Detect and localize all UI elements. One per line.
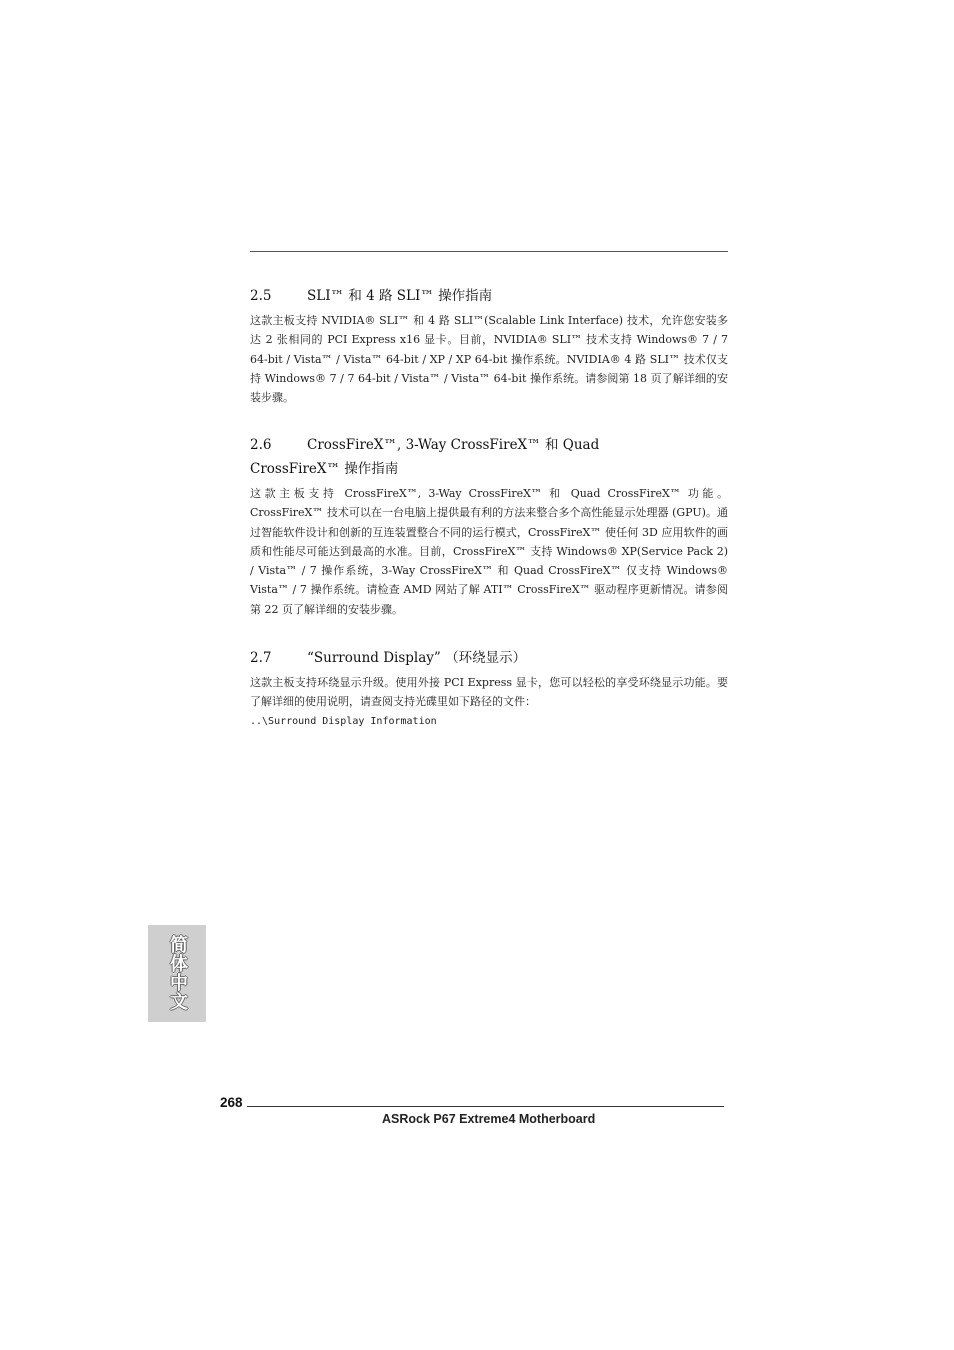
- section-body: [250, 484, 728, 619]
- section-title: CrossFireX™, 3-Way CrossFireX™ 和 Quad: [307, 437, 600, 453]
- section-2-5: [250, 284, 728, 407]
- section-body: [250, 673, 728, 731]
- paragraph: 这款主板支持环绕显示升级。使用外接 PCI Express 显卡，您可以轻松的享受环绕显示功能。要了解详细的使用说明，请查阅支持光碟里如下路径的文件：: [250, 676, 728, 709]
- section-2-6: [250, 433, 728, 619]
- language-tab-label: 简体中文: [167, 935, 188, 1011]
- section-heading: [250, 284, 728, 308]
- section-number: 2.5: [250, 288, 272, 304]
- section-title: SLI™ 和 4 路 SLI™ 操作指南: [307, 288, 493, 304]
- file-path: ..\Surround Display Information: [250, 715, 437, 727]
- section-title-continued: CrossFireX™ 操作指南: [250, 461, 399, 477]
- top-divider: [250, 251, 728, 252]
- section-heading: [250, 646, 728, 670]
- section-title: “Surround Display” （环绕显示）: [307, 650, 527, 666]
- section-body: [250, 311, 728, 407]
- paragraph: 这款主板支持 NVIDIA® SLI™ 和 4 路 SLI™(Scalable Link Interface) 技术，允许您安装多达 2 张相同的 PCI Express x16 显卡。目前，NVIDIA® SLI™ 技术支持 Windows® 7 / 7 64-bit / Vista™ / Vista™ 64-bit / XP / XP 64-bit 操作系统。NVIDIA® 4 路 SLI™ 技术仅支持 Windows® 7 / 7 64-bit / Vista™ / Vista™ 64-bit 操作系统。请参阅第 18 页了解详细的安装步骤。: [250, 314, 728, 405]
- footer-title: ASRock P67 Extreme4 Motherboard: [382, 1112, 596, 1126]
- language-tab: [148, 925, 206, 1022]
- page-number: 268: [220, 1095, 243, 1110]
- section-number: 2.6: [250, 437, 272, 453]
- footer-divider: [247, 1106, 724, 1107]
- paragraph: 这款主板支持 CrossFireX™, 3-Way CrossFireX™ 和 Quad CrossFireX™ 功能。CrossFireX™ 技术可以在一台电脑上提供最有利的方法来整合多个高性能显示处理器 (GPU)。通过智能软件设计和创新的互连装置整合不同的运行模式，CrossFireX™ 使任何 3D 应用软件的画质和性能尽可能达到最高的水准。目前，CrossFireX™ 支持 Windows® XP(Service Pack 2) / Vista™ / 7 操作系统，3-Way CrossFireX™ 和 Quad CrossFireX™ 仅支持 Windows® Vista™ / 7 操作系统。请检查 AMD 网站了解 ATI™ CrossFireX™ 驱动程序更新情况。请参阅第 22 页了解详细的安装步骤。: [250, 487, 728, 616]
- section-2-7: [250, 646, 728, 731]
- section-heading: [250, 433, 728, 457]
- section-number: 2.7: [250, 650, 272, 666]
